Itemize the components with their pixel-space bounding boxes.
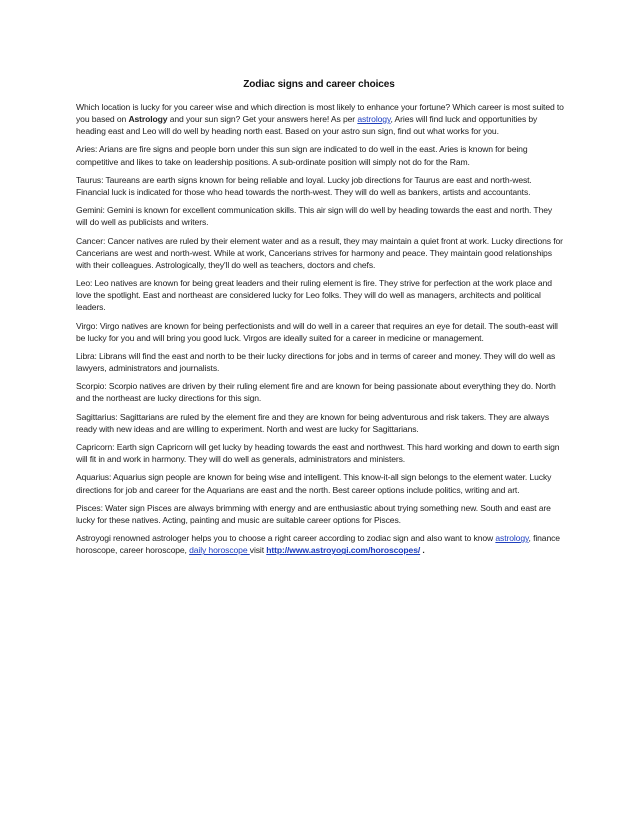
paragraph-aquarius: Aquarius: Aquarius sign people are known for being wise and intelligent. This know-it-all sign belongs to the element water. Lucky directions for job and career for the Aquarians are east and the north. Best career options include politics, writing and art.	[76, 472, 552, 495]
document-title: Zodiac signs and career choices	[243, 79, 395, 90]
paragraph-cancer: Cancer: Cancer natives are ruled by their element water and as a result, they may maintain a quiet front at work. Lucky directions for Cancerians are west and north-west. While at work, Cancerians strives for harmony and peace. They maintain good relationships with their colleagues. Astrologically, they'll do well as teachers, doctors and chefs.	[76, 235, 563, 270]
document-body	[76, 101, 564, 563]
paragraph-taurus: Taurus: Taureans are earth signs known for being reliable and loyal. Lucky job directions for Taurus are east and north-west. Financial luck is indicated for those who head towards the north-west. They will do well as bankers, artists and accountants.	[76, 174, 532, 197]
closing-period: .	[420, 545, 425, 556]
horoscopes-url-link[interactable]: http://www.astroyogi.com/horoscopes/	[266, 545, 421, 556]
closing-text-1: Astroyogi renowned astrologer helps you to choose a right career according to zodiac sign and also want to know	[76, 533, 496, 544]
closing-astrology-link[interactable]: astrology	[495, 533, 529, 544]
paragraph-leo: Leo: Leo natives are known for being great leaders and their ruling element is fire. They strive for perfection at the work place and love the spotlight. East and northeast are considered lucky for Leo folks. They will do well as managers, architects and political leaders.	[76, 278, 552, 313]
paragraph-sagittarius: Sagittarius: Sagittarians are ruled by the element fire and they are known for being adventurous and risk takers. They are always ready with new ideas and are willing to experiment. North and west are lucky for Sagittarians.	[76, 411, 550, 434]
daily-horoscope-link[interactable]: daily horoscope	[189, 545, 250, 556]
paragraph-scorpio: Scorpio: Scorpio natives are driven by their ruling element fire and are known for being passionate about everything they do. North and the northeast are lucky directions for this sign.	[76, 381, 556, 404]
intro-text-3: , Aries will find luck and opportunities by heading east and Leo will do well by heading north east. Based on your astro sun sign, find out what works for you.	[76, 114, 538, 137]
intro-text-2: and your sun sign? Get your answers here! As per	[167, 114, 358, 125]
closing-text-2: , finance horoscope, career horoscope,	[76, 533, 560, 556]
paragraph-libra: Libra: Librans will find the east and north to be their lucky directions for jobs and in terms of career and money. They will do well as lawyers, administrators and journalists.	[76, 350, 556, 373]
closing-text-3: visit	[249, 545, 267, 556]
intro-text-1: Which location is lucky for you career wise and which direction is most likely to enhance your fortune? Which career is most suited to you based on	[76, 102, 564, 125]
paragraph-aries: Aries: Arians are fire signs and people born under this sun sign are indicated to do well in the east. Aries is known for being competitive and likes to take on leadership positions. A sub-ordinate position will simply not do for the Ram.	[76, 144, 528, 167]
closing-paragraph	[76, 532, 564, 556]
paragraph-virgo: Virgo: Virgo natives are known for being perfectionists and will do well in a career that requires an eye for detail. The south-east will be lucky for you and will bring you good luck. Virgos are ideally suited for a career in medicine or management.	[76, 320, 558, 343]
intro-astrology-link[interactable]: astrology	[357, 114, 391, 125]
paragraph-gemini: Gemini: Gemini is known for excellent communication skills. This air sign will do well by heading towards the east and north. They will do well as publicists and writers.	[76, 205, 553, 228]
paragraph-capricorn: Capricorn: Earth sign Capricorn will get lucky by heading towards the east and northwest. This hard working and down to earth sign will fit in and work in harmony. They will do well as generals, administrators and ministers.	[76, 442, 560, 465]
intro-paragraph	[76, 101, 564, 137]
intro-bold-astrology: Astrology	[128, 114, 168, 125]
paragraph-pisces: Pisces: Water sign Pisces are always brimming with energy and are enthusiastic about trying something new. South and east are lucky for these natives. Acting, painting and music are suitable career options for Pisces.	[76, 502, 551, 525]
